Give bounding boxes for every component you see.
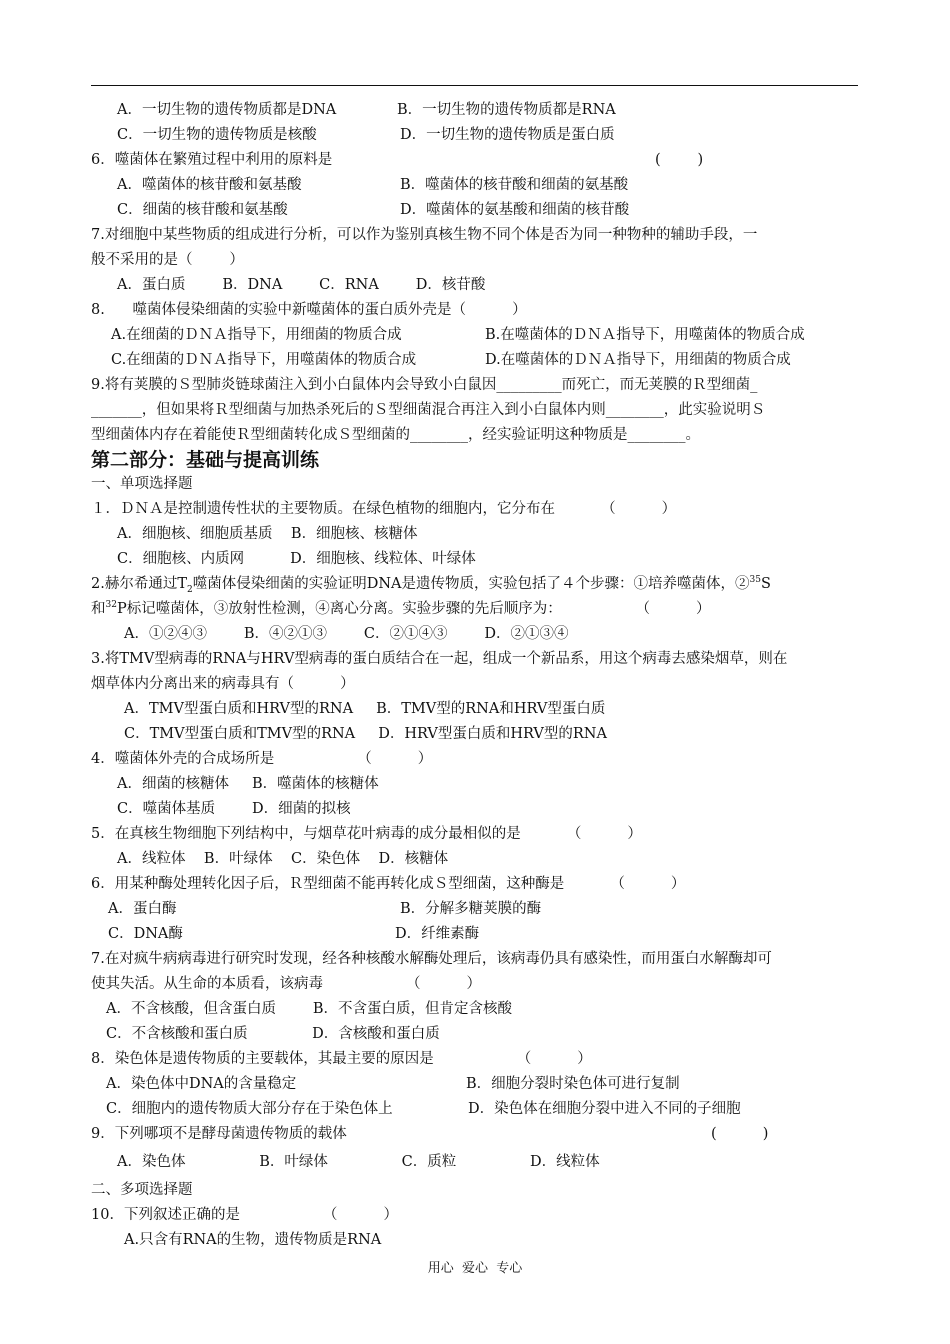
option-line: D．染色体在细胞分裂中进入不同的子细胞: [468, 1101, 741, 1117]
option-line: B.在噬菌体的ＤＮＡ指导下，用噬菌体的物质合成: [485, 327, 805, 343]
question-3: 3.将TMV型病毒的RNA与HRV型病毒的蛋白质结合在一起，组成一个新品系，用这个病毒去感染烟草，则在: [91, 651, 788, 667]
question-7b: 7.在对疯牛病病毒进行研究时发现，经各种核酸水解酶处理后，该病毒仍具有感染性，而用蛋白水解酶却可: [91, 951, 772, 967]
answer-paren: ( ): [711, 1126, 769, 1142]
option-line: B．一切生物的遗传物质都是RNA: [397, 102, 616, 118]
option-line: C．不含核酸和蛋白质 D．含核酸和蛋白质: [106, 1026, 440, 1042]
option-line: C．细胞内的遗传物质大部分存在于染色体上: [106, 1101, 393, 1117]
question-7b-cont: 使其失活。从生命的本质看，该病毒 （ ）: [91, 976, 482, 992]
question-6b: 6．用某种酶处理转化因子后，Ｒ型细菌不能再转化成Ｓ型细菌，这种酶是 （ ）: [91, 876, 686, 892]
option-line: C．细菌的核苷酸和氨基酸: [117, 202, 288, 218]
option-line: D．一切生物的遗传物质是蛋白质: [400, 127, 615, 143]
option-line: B．细胞分裂时染色体可进行复制: [466, 1076, 680, 1092]
option-line: D．噬菌体的氨基酸和细菌的核苷酸: [400, 202, 630, 218]
question-1: １．ＤＮＡ是控制遗传性状的主要物质。在绿色植物的细胞内，它分布在 （ ）: [91, 501, 677, 517]
question-7-cont: 般不采用的是（ ）: [91, 252, 244, 268]
option-line: A.只含有RNA的生物，遗传物质是RNA: [124, 1232, 382, 1248]
option-line: C．细胞核、内质网 D．细胞核、线粒体、叶绿体: [117, 551, 476, 567]
option-line: A．细胞核、细胞质基质 B．细胞核、核糖体: [117, 526, 418, 542]
option-line: A．线粒体 B．叶绿体 C．染色体 D．核糖体: [117, 851, 449, 867]
option-line: A．染色体中DNA的含量稳定: [106, 1076, 297, 1092]
option-line: C．噬菌体基质 D．细菌的拟核: [117, 801, 351, 817]
option-line: A．一切生物的遗传物质都是DNA: [117, 102, 337, 118]
option-line: A．蛋白质 B．DNA C．RNA D．核苷酸: [117, 277, 486, 293]
answer-paren: ( ): [655, 152, 704, 168]
question-7: 7.对细胞中某些物质的组成进行分析，可以作为鉴别真核生物不同个体是否为同一种物种的辅助手段，一: [91, 227, 758, 243]
subsection-title: 二、多项选择题: [91, 1182, 193, 1198]
option-line: A．染色体 B．叶绿体 C．质粒 D．线粒体: [117, 1154, 600, 1170]
question-2: 2.赫尔希通过$T_2$噬菌体侵染细菌的实验证明DNA是遗传物质，实验包括了４个步骤：①培养噬菌体，②$^{35}$S: [91, 575, 771, 595]
option-line: B．噬菌体的核苷酸和细菌的氨基酸: [400, 177, 629, 193]
option-line: B．分解多糖荚膜的酶: [400, 901, 542, 917]
option-line: A．细菌的核糖体 B．噬菌体的核糖体: [117, 776, 379, 792]
option-line: A．不含核酸，但含蛋白质 B．不含蛋白质，但肯定含核酸: [106, 1001, 512, 1017]
question-4: 4．噬菌体外壳的合成场所是 （ ）: [91, 751, 433, 767]
option-line: C．TMV型蛋白质和TMV型的RNA D．HRV型蛋白质和HRV型的RNA: [124, 726, 607, 742]
question-9-cont: _______，但如果将Ｒ型细菌与加热杀死后的Ｓ型细菌混合再注入到小白鼠体内则________，此实验说明Ｓ: [91, 402, 766, 418]
option-line: A．①②④③ B．④②①③ C．②①④③ D．②①③④: [124, 626, 569, 642]
question-9: 9.将有荚膜的Ｓ型肺炎链球菌注入到小白鼠体内会导致小白鼠因_________而死亡，而无荚膜的Ｒ型细菌_: [91, 377, 758, 393]
question-10: 10．下列叙述正确的是 （ ）: [91, 1207, 399, 1223]
header-rule: [91, 85, 858, 86]
option-line: A．TMV型蛋白质和HRV型的RNA B．TMV型的RNA和HRV型蛋白质: [124, 701, 606, 717]
option-line: D．纤维素酶: [395, 926, 480, 942]
option-line: C．DNA酶: [108, 926, 183, 942]
option-line: D.在噬菌体的ＤＮＡ指导下，用细菌的物质合成: [485, 352, 791, 368]
question-2-cont: 和$^{32}$P标记噬菌体，③放射性检测，④离心分离。实验步骤的先后顺序为： （ ）: [91, 600, 711, 617]
option-line: A.在细菌的ＤＮＡ指导下，用细菌的物质合成: [111, 327, 402, 343]
question-3-cont: 烟草体内分离出来的病毒具有（ ）: [91, 676, 355, 692]
question-9b: 9．下列哪项不是酵母菌遗传物质的载体: [91, 1126, 347, 1142]
subsection-title: 一、单项选择题: [91, 476, 193, 492]
page-footer: 用心 爱心 专心: [427, 1261, 523, 1276]
option-line: C．一切生物的遗传物质是核酸: [117, 127, 317, 143]
question-8: 8. 噬菌体侵染细菌的实验中新噬菌体的蛋白质外壳是（ ）: [91, 302, 527, 318]
question-5: 5．在真核生物细胞下列结构中，与烟草花叶病毒的成分最相似的是 （ ）: [91, 826, 642, 842]
question-9-cont: 型细菌体内存在着能使Ｒ型细菌转化成Ｓ型细菌的________，经实验证明这种物质是________。: [91, 427, 700, 443]
section-heading: 第二部分：基础与提高训练: [91, 449, 320, 471]
question-8b: 8．染色体是遗传物质的主要载体，其最主要的原因是 （ ）: [91, 1051, 592, 1067]
question-6: 6．噬菌体在繁殖过程中利用的原料是: [91, 152, 333, 168]
option-line: A．蛋白酶: [108, 901, 177, 917]
option-line: C.在细菌的ＤＮＡ指导下，用噬菌体的物质合成: [111, 352, 417, 368]
option-line: A．噬菌体的核苷酸和氨基酸: [117, 177, 302, 193]
